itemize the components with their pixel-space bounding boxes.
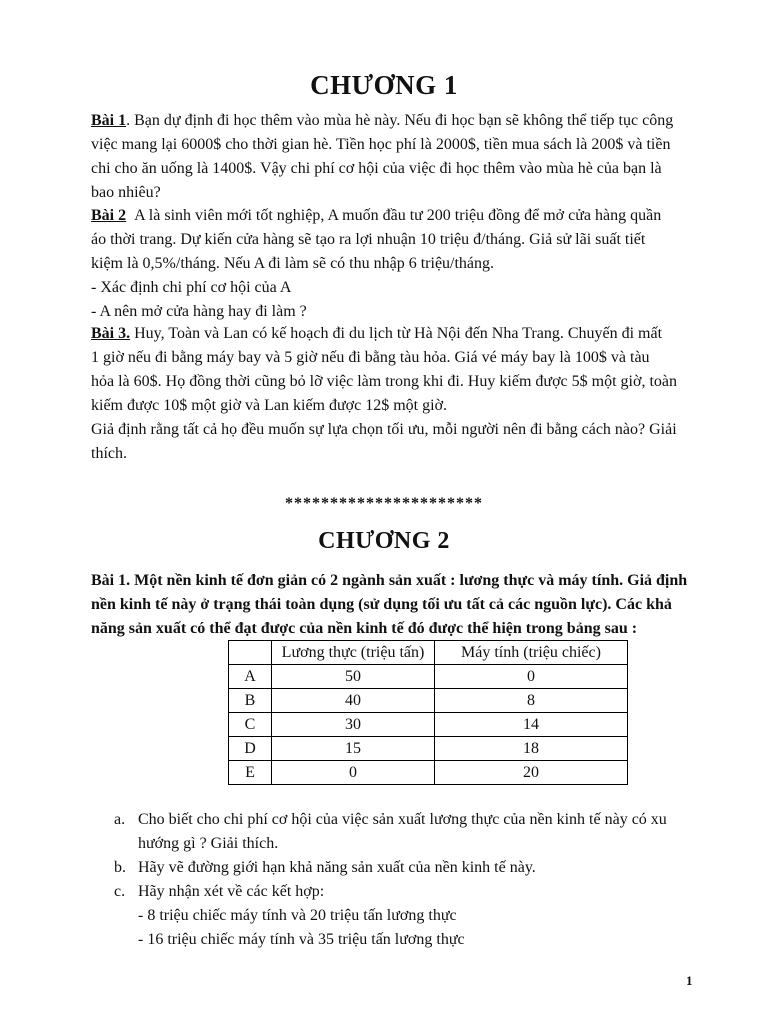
table-cell: A xyxy=(229,665,272,689)
exercise-3-label: Bài 3. xyxy=(91,325,131,342)
exercise-3-text: Huy, Toàn và Lan có kế hoạch đi du lịch từ Hà Nội đến Nha Trang. Chuyến đi mất xyxy=(134,325,663,342)
table-header-row xyxy=(229,641,628,665)
question-marker: a. xyxy=(114,811,126,828)
exercise-1-line-3: chi cho ăn uống là 1400$. Vậy chi phí cơ hội của việc đi học thêm vào mùa hè của bạn là xyxy=(91,160,662,177)
question-text xyxy=(138,808,704,856)
combination-item-1: - 8 triệu chiếc máy tính và 20 triệu tấn lương thực xyxy=(138,907,457,924)
question-marker: b. xyxy=(114,859,126,876)
table-row xyxy=(229,713,628,737)
chapter-1-exercise-1 xyxy=(91,109,695,205)
question-list xyxy=(114,808,704,952)
table-row xyxy=(229,761,628,785)
exercise-3-line-6: thích. xyxy=(91,445,127,462)
ch2-exercise-1-line-2: nền kinh tế này ở trạng thái toàn dụng (sử dụng tối ưu tất cả các nguồn lực). Các khả xyxy=(91,596,672,613)
table-cell: 0 xyxy=(435,665,628,689)
exercise-1-line-2: việc mang lại 6000$ cho thời gian hè. Tiền học phí là 2000$, tiền mua sách là 200$ và tiền xyxy=(91,136,671,153)
chapter-2-exercise-1 xyxy=(91,569,695,641)
combination-item-2: - 16 triệu chiếc máy tính và 35 triệu tấn lương thực xyxy=(138,931,465,948)
table-cell: 50 xyxy=(272,665,435,689)
exercise-3-line-2: 1 giờ nếu đi bằng máy bay và 5 giờ nếu đi bằng tàu hỏa. Giá vé máy bay là 100$ và tàu xyxy=(91,349,650,366)
chapter-1-exercise-3 xyxy=(91,322,695,466)
table-cell: 8 xyxy=(435,689,628,713)
question-c-line-1: Hãy nhận xét về các kết hợp: xyxy=(138,883,325,900)
exercise-2-line-4: - Xác định chi phí cơ hội của A xyxy=(91,279,292,296)
page-number: 1 xyxy=(686,973,693,988)
table-header-cell: Lương thực (triệu tấn) xyxy=(272,641,435,665)
table-header-cell xyxy=(229,641,272,665)
table-cell: E xyxy=(229,761,272,785)
exercise-1-line-4: bao nhiêu? xyxy=(91,184,161,201)
exercise-3-line-1 xyxy=(91,322,695,346)
chapter-2-title: CHƯƠNG 2 xyxy=(318,528,450,554)
table-cell: 15 xyxy=(272,737,435,761)
table-cell: 0 xyxy=(272,761,435,785)
table-cell: 40 xyxy=(272,689,435,713)
exercise-2-line-5: - A nên mở cửa hàng hay đi làm ? xyxy=(91,303,307,320)
question-marker: c. xyxy=(114,883,126,900)
section-separator: ********************** xyxy=(285,495,483,512)
question-item-c xyxy=(114,880,704,952)
question-b-text: Hãy vẽ đường giới hạn khả năng sản xuất của nền kinh tế này. xyxy=(138,859,536,876)
question-item-b xyxy=(114,856,704,880)
exercise-2-text: A là sinh viên mới tốt nghiệp, A muốn đầu tư 200 triệu đồng để mở cửa hàng quần xyxy=(134,207,662,224)
exercise-3-line-4: kiếm được 10$ một giờ và Lan kiếm được 12$ một giờ. xyxy=(91,397,448,414)
exercise-1-text: . Bạn dự định đi học thêm vào mùa hè này. Nếu đi học bạn sẽ không thể tiếp tục công xyxy=(126,112,674,129)
chapter-1-exercise-2 xyxy=(91,204,695,324)
exercise-2-label: Bài 2 xyxy=(91,207,127,224)
table-cell: 18 xyxy=(435,737,628,761)
table-cell: 20 xyxy=(435,761,628,785)
question-a-line-2: hướng gì ? Giải thích. xyxy=(138,835,279,852)
table-cell: C xyxy=(229,713,272,737)
table-cell: 30 xyxy=(272,713,435,737)
ch2-exercise-1-line-3: năng sản xuất có thể đạt được của nền kinh tế đó được thể hiện trong bảng sau : xyxy=(91,620,638,637)
question-text xyxy=(138,880,704,952)
exercise-3-line-3: hỏa là 60$. Họ đồng thời cũng bỏ lỡ việc làm trong khi đi. Huy kiếm được 5$ một giờ, toàn xyxy=(91,373,677,390)
table-row xyxy=(229,665,628,689)
exercise-1-label: Bài 1 xyxy=(91,112,127,129)
exercise-2-line-3: kiệm là 0,5%/tháng. Nếu A đi làm sẽ có thu nhập 6 triệu/tháng. xyxy=(91,255,495,272)
exercise-3-line-5: Giả định rằng tất cả họ đều muốn sự lựa chọn tối ưu, mỗi người nên đi bằng cách nào? Giải xyxy=(91,421,677,438)
exercise-2-line-2: áo thời trang. Dự kiến cửa hàng sẽ tạo ra lợi nhuận 10 triệu đ/tháng. Giả sử lãi suất tiết xyxy=(91,231,646,248)
table-header-cell: Máy tính (triệu chiếc) xyxy=(435,641,628,665)
table-row xyxy=(229,689,628,713)
question-a-line-1: Cho biết cho chi phí cơ hội của việc sản xuất lương thực của nền kinh tế này có xu xyxy=(138,811,667,828)
table-cell: 14 xyxy=(435,713,628,737)
table-cell: D xyxy=(229,737,272,761)
exercise-1-line-1 xyxy=(91,109,695,133)
exercise-2-line-1 xyxy=(91,204,695,228)
table-row xyxy=(229,737,628,761)
production-possibilities-table xyxy=(228,640,628,785)
chapter-1-title: CHƯƠNG 1 xyxy=(310,70,458,100)
ch2-exercise-1-line-1: Bài 1. Một nền kinh tế đơn giản có 2 ngành sản xuất : lương thực và máy tính. Giả định xyxy=(91,572,688,589)
question-item-a xyxy=(114,808,704,856)
table-cell: B xyxy=(229,689,272,713)
